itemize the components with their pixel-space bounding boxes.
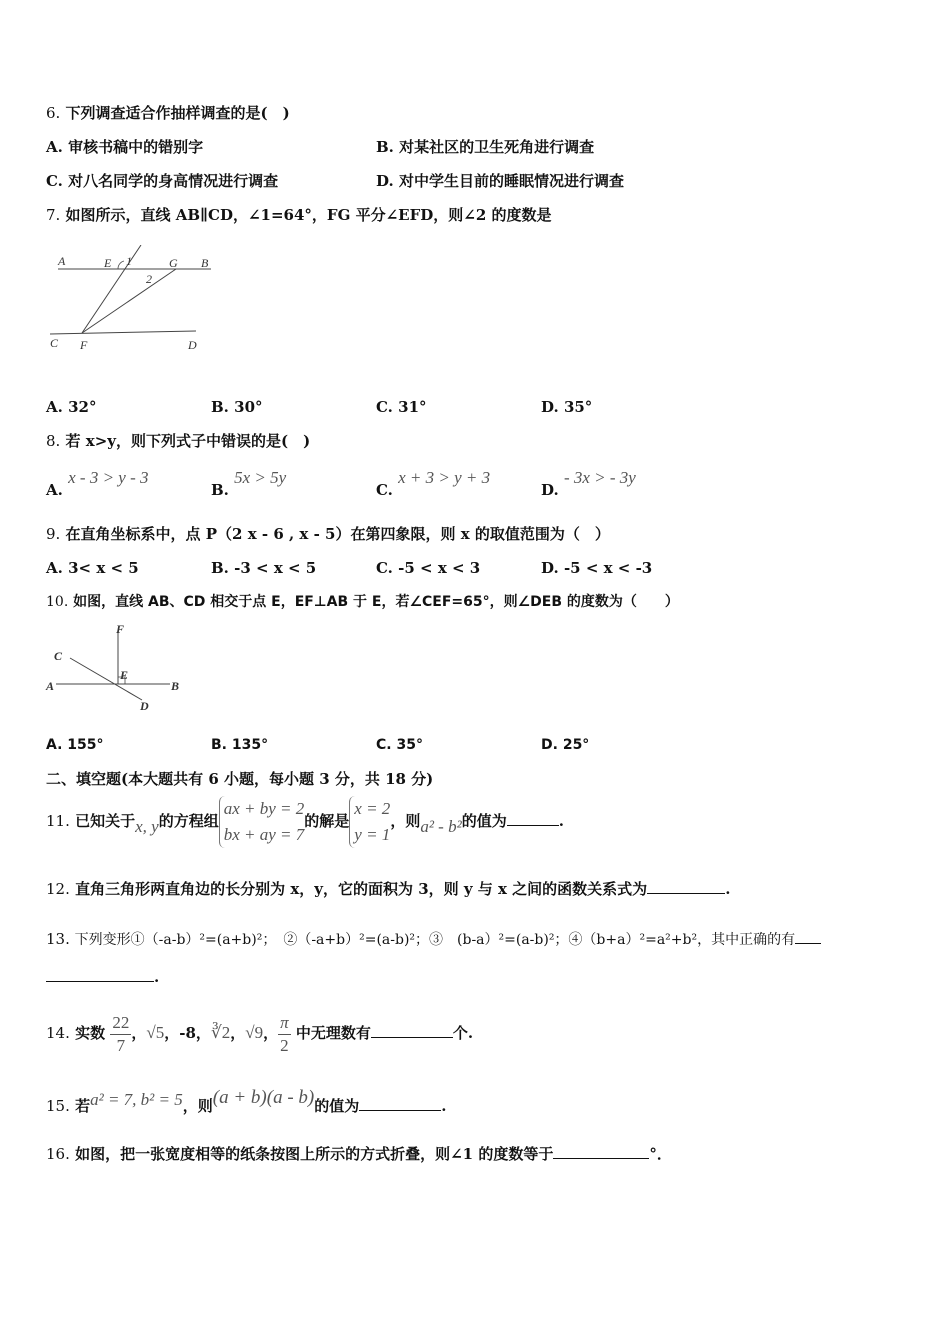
q8-option-a: A. x - 3 > y - 3 xyxy=(46,468,149,499)
q10-label-d: D xyxy=(140,699,149,713)
q7-label-a: A xyxy=(58,254,66,268)
q10-label-c: C xyxy=(54,649,63,663)
q13-answer-blank-2[interactable] xyxy=(46,967,154,982)
q7-option-b: B. 30° xyxy=(211,398,263,416)
q6-option-c: C. 对八名同学的身高情况进行调查 xyxy=(46,172,279,190)
q7-label-1: 1 xyxy=(126,254,132,268)
q14-fraction-pi-2: $\frac{\pi}{2}$ xyxy=(280,1012,289,1055)
q12-stem: 12. 直角三角形两直角边的长分别为 x，y，它的面积为 3，则 y 与 x 之间的函数关系式为 . xyxy=(46,880,731,898)
q11-text-5: 的值为 xyxy=(461,812,507,830)
q10-text: 如图，直线 AB、CD 相交于点 E，EF⊥AB 于 E，若∠CEF=65°，则∠DEB 的度数为（ ） xyxy=(73,594,679,610)
q8-option-d: D. - 3x > - 3y xyxy=(541,468,636,499)
q7-option-c: C. 31° xyxy=(376,398,427,416)
q14-cbrt2: ∛2 xyxy=(210,1023,231,1042)
q6-option-a: A. 审核书稿中的错别字 xyxy=(46,138,204,156)
q15-number: 15. xyxy=(46,1097,70,1115)
q11-vars: x, y xyxy=(135,817,159,836)
q6-option-b: B. 对某社区的卫生死角进行调查 xyxy=(376,138,595,156)
q7-figure xyxy=(46,245,231,360)
q11-solution: x = 2 y = 1 xyxy=(349,796,390,848)
q13-answer-blank-1[interactable] xyxy=(795,929,821,944)
q11-text-4: ，则 xyxy=(390,812,421,830)
q10-option-a: A. 155° xyxy=(46,737,104,753)
q7-option-d: D. 35° xyxy=(541,398,593,416)
q7-text: 如图所示，直线 AB∥CD，∠1=64°，FG 平分∠EFD，则∠2 的度数是 xyxy=(65,206,552,224)
q15-text-2: ，则 xyxy=(182,1097,213,1115)
q13-text: 下列变形①（-a-b）²=(a+b)²； ②（-a+b）²=(a-b)²；③ (b-a）²=(a-b)²；④（b+a）²=a²+b²，其中正确的有 xyxy=(74,932,796,948)
q16-answer-blank[interactable] xyxy=(553,1144,649,1159)
q7-label-d: D xyxy=(188,338,197,352)
q14-answer-blank[interactable] xyxy=(371,1023,453,1038)
q8-number: 8. xyxy=(46,432,61,450)
q14-text-3: 个. xyxy=(452,1024,474,1042)
q14-sqrt9: √9 xyxy=(245,1023,264,1042)
q15-answer-blank[interactable] xyxy=(359,1096,441,1111)
q8-option-b: B. 5x > 5y xyxy=(211,468,287,499)
q12-answer-blank[interactable] xyxy=(647,879,725,894)
q9-number: 9. xyxy=(46,525,61,543)
q6-stem xyxy=(46,103,290,123)
q13-stem xyxy=(46,929,821,950)
q7-label-f: F xyxy=(80,338,88,352)
q10-option-b: B. 135° xyxy=(211,737,269,753)
q14-neg8: -8 xyxy=(179,1024,196,1042)
q9-option-c: C. -5 < x < 3 xyxy=(376,559,481,577)
q10-figure xyxy=(44,622,189,714)
q6-text: 下列调查适合作抽样调查的是( ) xyxy=(65,104,290,122)
section-2-title: 二、填空题(本大题共有 6 小题，每小题 3 分，共 18 分) xyxy=(46,770,434,788)
q16-text: 如图，把一张宽度相等的纸条按图上所示的方式折叠，则∠1 的度数等于 xyxy=(75,1145,554,1163)
q14-text-1: 实数 xyxy=(75,1024,106,1042)
q11-text-2: 的方程组 xyxy=(158,812,219,830)
q9-text: 在直角坐标系中，点 P（2 x - 6 , x - 5）在第四象限，则 x 的取值范围为（ ） xyxy=(65,525,610,543)
q11-number: 11. xyxy=(46,812,70,830)
q8-option-c: C. x + 3 > y + 3 xyxy=(376,468,491,499)
q9-option-a: A. 3< x < 5 xyxy=(46,559,139,577)
q8-stem xyxy=(46,431,310,451)
q7-label-2: 2 xyxy=(146,272,152,286)
q7-label-c: C xyxy=(50,336,59,350)
q10-number: 10. xyxy=(46,594,69,610)
q11-expr: a² - b² xyxy=(420,817,462,836)
q12-text: 直角三角形两直角边的长分别为 x，y，它的面积为 3，则 y 与 x 之间的函数关系式为 xyxy=(75,880,648,898)
q11-text-1: 已知关于 xyxy=(75,812,136,830)
q14-fraction-22-7: $\frac{22}{7}$ xyxy=(112,1012,130,1055)
q15-text-3: 的值为 xyxy=(314,1097,360,1115)
q14-number: 14. xyxy=(46,1024,70,1042)
q10-label-b: B xyxy=(171,679,180,693)
q7-option-a: A. 32° xyxy=(46,398,97,416)
q15-expression: (a + b)(a - b) xyxy=(212,1087,315,1108)
q10-stem xyxy=(46,592,679,612)
q7-stem xyxy=(46,205,552,225)
q9-stem xyxy=(46,524,610,544)
q9-option-b: B. -3 < x < 5 xyxy=(211,559,317,577)
q11-system: ax + by = 2 bx + ay = 7 xyxy=(219,796,305,848)
q14-text-2: 中无理数有 xyxy=(295,1024,371,1042)
q11-answer-blank[interactable] xyxy=(507,811,559,826)
q6-number: 6. xyxy=(46,104,61,122)
q8-text: 若 x>y，则下列式子中错误的是( ) xyxy=(65,432,311,450)
q15-stem: 15. 若a² = 7, b² = 5，则(a + b)(a - b)的值为 . xyxy=(46,1087,447,1115)
q12-number: 12. xyxy=(46,880,70,898)
q9-option-d: D. -5 < x < -3 xyxy=(541,559,653,577)
q10-option-d: D. 25° xyxy=(541,737,590,753)
q10-option-c: C. 35° xyxy=(376,737,423,753)
q7-label-b: B xyxy=(201,256,209,270)
q16-number: 16. xyxy=(46,1145,70,1163)
q10-label-a: A xyxy=(46,679,55,693)
q6-option-d: D. 对中学生目前的睡眠情况进行调查 xyxy=(376,172,624,190)
q10-label-e: E xyxy=(120,668,129,682)
q7-number: 7. xyxy=(46,206,61,224)
q7-label-e: E xyxy=(104,256,112,270)
q13-number: 13. xyxy=(46,930,70,948)
q7-label-g: G xyxy=(169,256,178,270)
q13-cont: . xyxy=(46,967,159,987)
q10-label-f: F xyxy=(116,622,125,636)
q14-stem: 14. 实数 $\frac{22}{7}$ ，√5，-8，∛2，√9， $\frac{\pi}{2}$ 中无理数有 个. xyxy=(46,1012,474,1055)
q11-text-3: 的解是 xyxy=(304,812,350,830)
q15-text-1: 若 xyxy=(75,1097,91,1115)
q14-sqrt5: √5 xyxy=(146,1023,165,1042)
q15-condition: a² = 7, b² = 5 xyxy=(90,1090,183,1109)
q16-stem: 16. 如图，把一张宽度相等的纸条按图上所示的方式折叠，则∠1 的度数等于 °． xyxy=(46,1145,672,1163)
q11-stem: 11. 已知关于x, y的方程组 ax + by = 2 bx + ay = 7 的解是 x = 2 y = 1 ，则a² - b²的值为 . xyxy=(46,793,564,849)
